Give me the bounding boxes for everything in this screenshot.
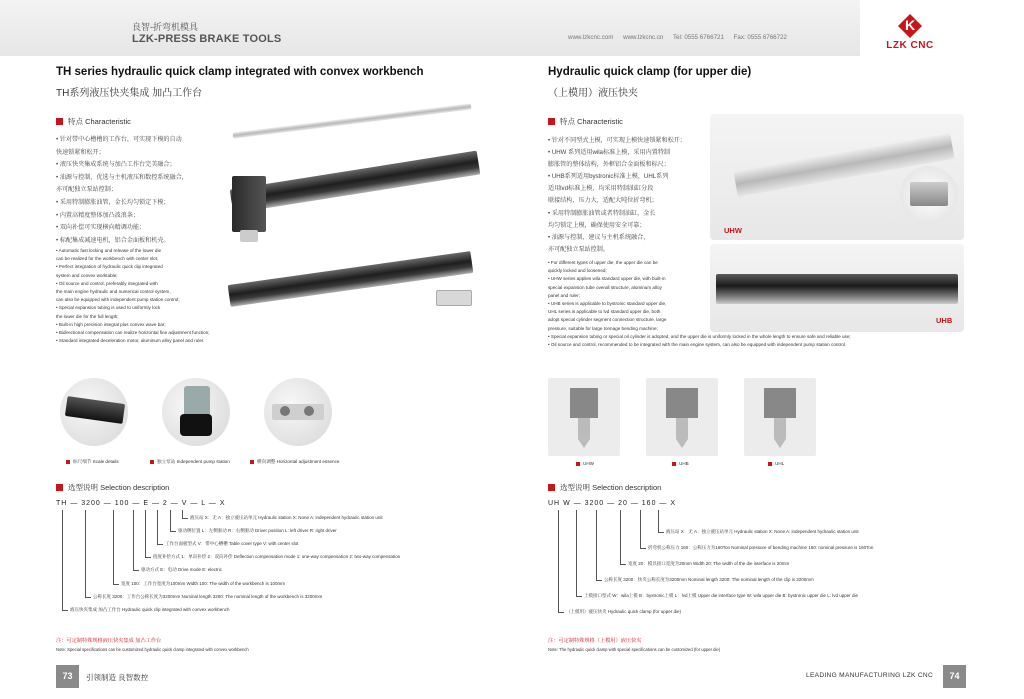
uhb-clamp-image (716, 274, 958, 304)
list-item: • 内置高精度整体加凸波浪条； (56, 211, 140, 219)
uhb-label: UHB (936, 316, 953, 325)
red-bullet-icon (250, 460, 254, 464)
right-title: Hydraulic quick clamp (for upper die) (548, 66, 752, 78)
list-item: • 双向补偿可实现横向精调功能； (56, 224, 146, 232)
caption-scale: 标尺细节 Scale details (66, 459, 119, 465)
red-bullet-icon (768, 462, 772, 466)
left-note-en: Note: Special specifications can be customized hydraulic quick clamp integrated with convex workbench (56, 647, 249, 652)
fax: Fax: 0555 6766722 (733, 34, 787, 41)
list-item: special expansion tube overall structure, aluminum alloy (548, 284, 662, 290)
uhw-product-photo (710, 114, 964, 240)
list-item: • 标配集成减速电机，铝合金面板和机壳。 (56, 236, 170, 244)
list-item: • 液压快夹集成系统与加凸工作台完美融合； (56, 161, 176, 169)
list-item: quickly locked and loosened; (548, 268, 607, 274)
red-bullet-icon (66, 460, 70, 464)
list-item: 膨胀管的整体结构，外框铝合金面板和标尺； (548, 161, 670, 169)
page-footer (0, 664, 1024, 699)
option-product-name: 液压快夹集成 加凸工作台 Hydraulic quick clip integrated with convex workbench (70, 607, 230, 612)
option-table-cover: 工作台面板型式 V：带中心槽槽 Table cover type V: with center slot (165, 541, 299, 546)
list-item: • For different types of upper die, the upper die can be (548, 260, 658, 265)
list-item: system and convex worktable; (56, 272, 118, 278)
option-drive-mode: 驱动方式 E：电动 Drive mode E: electric (141, 567, 223, 572)
option-clip-length: 公称长度 3200：快夹公称长度为3200mm Nominal length 3200: The nominal length of the clip is 3200mm (604, 577, 814, 582)
list-item: pressure, suitable for large tonnage bending machine; (548, 325, 658, 331)
option-interface-type: 上模接口型式 W：wila上模 B：bystronic上模 L：lvd上模 Upper die interface type W: wila upper die B: bystronic upper die L: lvd upper die (584, 593, 859, 598)
option-width: 宽度 100：工作台宽度为100mm Width 100: The width of the workbench is 100mm (121, 581, 285, 586)
caption-uhw: UHW (576, 461, 594, 466)
list-item: can be realized for the workbench with center slot; (56, 256, 159, 262)
workbench-top-image (230, 151, 481, 214)
list-item: • Built-in high precision integral plus convex wave bar; (56, 321, 166, 327)
horizontal-adjust-photo (264, 378, 332, 446)
red-bullet-icon (672, 462, 676, 466)
red-square-icon (56, 484, 63, 491)
left-characteristic-heading: 特点 Characteristic (56, 116, 131, 127)
list-item: can also be equipped with independent pump station control; (56, 297, 180, 303)
red-bullet-icon (150, 460, 154, 464)
header-band (0, 0, 860, 56)
option-nominal-length: 公称长度 3200：工作台公称长度为3200mm Nominal length 3200: The nominal length of the workbench is 3200mm (93, 594, 323, 599)
list-item: • Oil source and control, recommended to be integrated with the main engine system, can also be equipped with independent pump station control. (548, 342, 847, 348)
list-item: • UHW 系列适用wila标准上模，采用内置特制 (548, 149, 670, 157)
list-item: • UHB series is applicable to bystronic standard upper die, (548, 301, 667, 307)
header-brand-cn: 良智-折弯机模具 (132, 22, 198, 32)
company-logo (880, 14, 940, 54)
uhb-product-photo (710, 244, 964, 332)
right-title-cn: （上模用）液压快夹 (548, 88, 638, 99)
option-product-name-r: （上模用）液压快夹 Hydraulic quick clamp (for upper die) (566, 609, 682, 614)
option-deflection-mode: 挠度补偿方式 1：单向补偿 2：双向补偿 Deflection compensation mode 1: one-way compensation 2: two-way compensation (153, 554, 401, 559)
list-item: • Bidirectional compensation can realize horizontal fine adjustment function; (56, 330, 210, 336)
option-driver-position: 驱动侧位置 L：左侧驱动 R：右侧驱动 Driver position L: left driver R: right driver (178, 528, 337, 533)
list-item: • 针对不同型式上模，可实现上模快速锁紧和松开； (548, 137, 686, 144)
right-cn-features (548, 135, 686, 256)
uhw-label: UHW (724, 226, 742, 235)
right-characteristic-heading: 特点 Characteristic (548, 116, 623, 127)
left-model-code: TH — 3200 — 100 — E — 2 — V — L — X (56, 500, 226, 507)
right-selection-heading: 选型说明 Selection description (548, 482, 661, 493)
list-item: 均匀锁定上模，确保使用安全可靠； (548, 221, 646, 229)
uhw-detail-circle (900, 166, 958, 224)
pump-station-photo (162, 378, 230, 446)
caption-adjust: 横向调整 Horizontal adjustment essence (250, 459, 339, 465)
left-selection-heading: 选型说明 Selection description (56, 482, 169, 493)
website-com: www.lzkcnc.com (568, 34, 614, 41)
list-item: • UHB系列适用bystronic标准上模，UHL系列 (548, 173, 669, 181)
list-item: • 油源与控制，建议与主机系统融合， (548, 233, 650, 241)
caption-uhb: UHB (672, 461, 689, 466)
list-item: • Perfect integration of hydraulic quick clip integrated (56, 264, 163, 270)
list-item: adopt special cylinder segment connection structure, large (548, 317, 667, 323)
scale-detail-photo (60, 378, 128, 446)
logo-text: LZK CNC (886, 40, 934, 51)
red-square-icon (56, 118, 63, 125)
option-hydraulic-station-r: 液压站 X：无 A：独立液压站单元 Hydraulic station X: None A: independent hydraulic station unit (666, 529, 859, 534)
logo-k-mark: K (904, 17, 916, 33)
left-cn-features (56, 134, 188, 247)
list-item: • Automatic fast locking and release of the lower die (56, 248, 162, 253)
uhl-section-diagram (744, 378, 816, 456)
list-item: the lower die for the full length; (56, 313, 119, 319)
left-note-cn: 注：可定制特殊规格液压快夹集成 加凸工作台 (56, 638, 162, 644)
left-en-features (56, 247, 210, 345)
list-item: • Standard integrated deceleration motor, aluminum alloy panel and ruler. (56, 338, 205, 344)
wave-bar-image (233, 103, 472, 138)
caption-pump: 独立泵站 Independent pump station (150, 459, 230, 465)
list-item: • 油源与控制，优选与主机液压和数控系统融合， (56, 173, 188, 181)
list-item: 适用lvd标准上模，均采用特制油缸分段 (548, 185, 654, 193)
list-item: 联接结构，压力大，适配大吨位折弯机； (548, 197, 658, 205)
motor-connector-image (240, 230, 258, 242)
red-square-icon (548, 118, 555, 125)
right-note-en: Note: The hydraulic quick clamp with special specifications can be customized (for upper die) (548, 647, 721, 652)
list-item: • Special expansion tubing is used to uniformly lock (56, 305, 161, 311)
list-item: • 采用特制膨胀油管或者特制油缸，金长 (548, 209, 656, 217)
list-item: 亦可配独立泵站控制。 (548, 245, 609, 253)
list-item: • 针对带中心槽槽的工作台，可实现下模的自动 (56, 136, 182, 143)
telephone: Tel: 0555 6766721 (672, 34, 724, 41)
left-title-cn: TH系列液压快夹集成 加凸工作台 (56, 88, 203, 99)
list-item: the main engine hydraulic and numerical control system, (56, 289, 171, 295)
red-bullet-icon (576, 462, 580, 466)
header-brand-en: LZK-PRESS BRAKE TOOLS (132, 33, 282, 45)
website-cn: www.lzkcnc.cn (623, 34, 664, 41)
right-model-code: UH W — 3200 — 20 — 160 — X (548, 500, 677, 507)
list-item: • UHW series applies wila standard upper die, with built-in (548, 276, 666, 282)
uhw-section-diagram (548, 378, 620, 456)
option-hydraulic-station: 液压站 X：无 A：独立液压站单元 Hydraulic station X: None A: independent hydraulic station unit (190, 515, 383, 520)
list-item: • Oil source and control, preferably integrated with (56, 280, 158, 286)
option-nominal-pressure: 折弯机公称压力 160：公称压力为160Ton Nominal pressure of bending machine 160: nominal pressure is 160Ton (648, 545, 874, 550)
red-square-icon (548, 484, 555, 491)
profile-section-image (436, 290, 472, 306)
drive-motor-image (232, 176, 266, 232)
header-contact (568, 34, 795, 41)
list-item: panel and ruler; (548, 292, 580, 298)
list-item: • Special expansion tubing or special oil cylinder is adopted, and the upper die is uniformly locked in the whole length to ensure safe and reliable use; (548, 333, 851, 339)
list-item: UHL series is applicable to lvd standard upper die, both (548, 309, 661, 315)
left-title: TH series hydraulic quick clamp integrated with convex workbench (56, 66, 424, 78)
page-number-right: 74 (943, 665, 966, 688)
list-item: • 采用特制膨胀油管，金长均匀锁定下模； (56, 198, 170, 206)
caption-uhl: UHL (768, 461, 784, 466)
option-die-width: 宽度 20：模具接口宽度为20mm Width 20: The width of the die interface is 20mm (628, 561, 790, 566)
page-number-left: 73 (56, 665, 79, 688)
list-item: 亦可配独立泵站控制； (56, 186, 117, 194)
footer-slogan-cn: 引领制造 良智数控 (86, 673, 149, 682)
footer-slogan-en: LEADING MANUFACTURING LZK CNC (806, 672, 934, 679)
list-item: 快速锁紧和松开； (56, 148, 105, 156)
page-header (0, 0, 1024, 56)
right-note-cn: 注：可定制特殊规格（上模用）液压快夹 (548, 638, 642, 644)
uhb-section-diagram (646, 378, 718, 456)
